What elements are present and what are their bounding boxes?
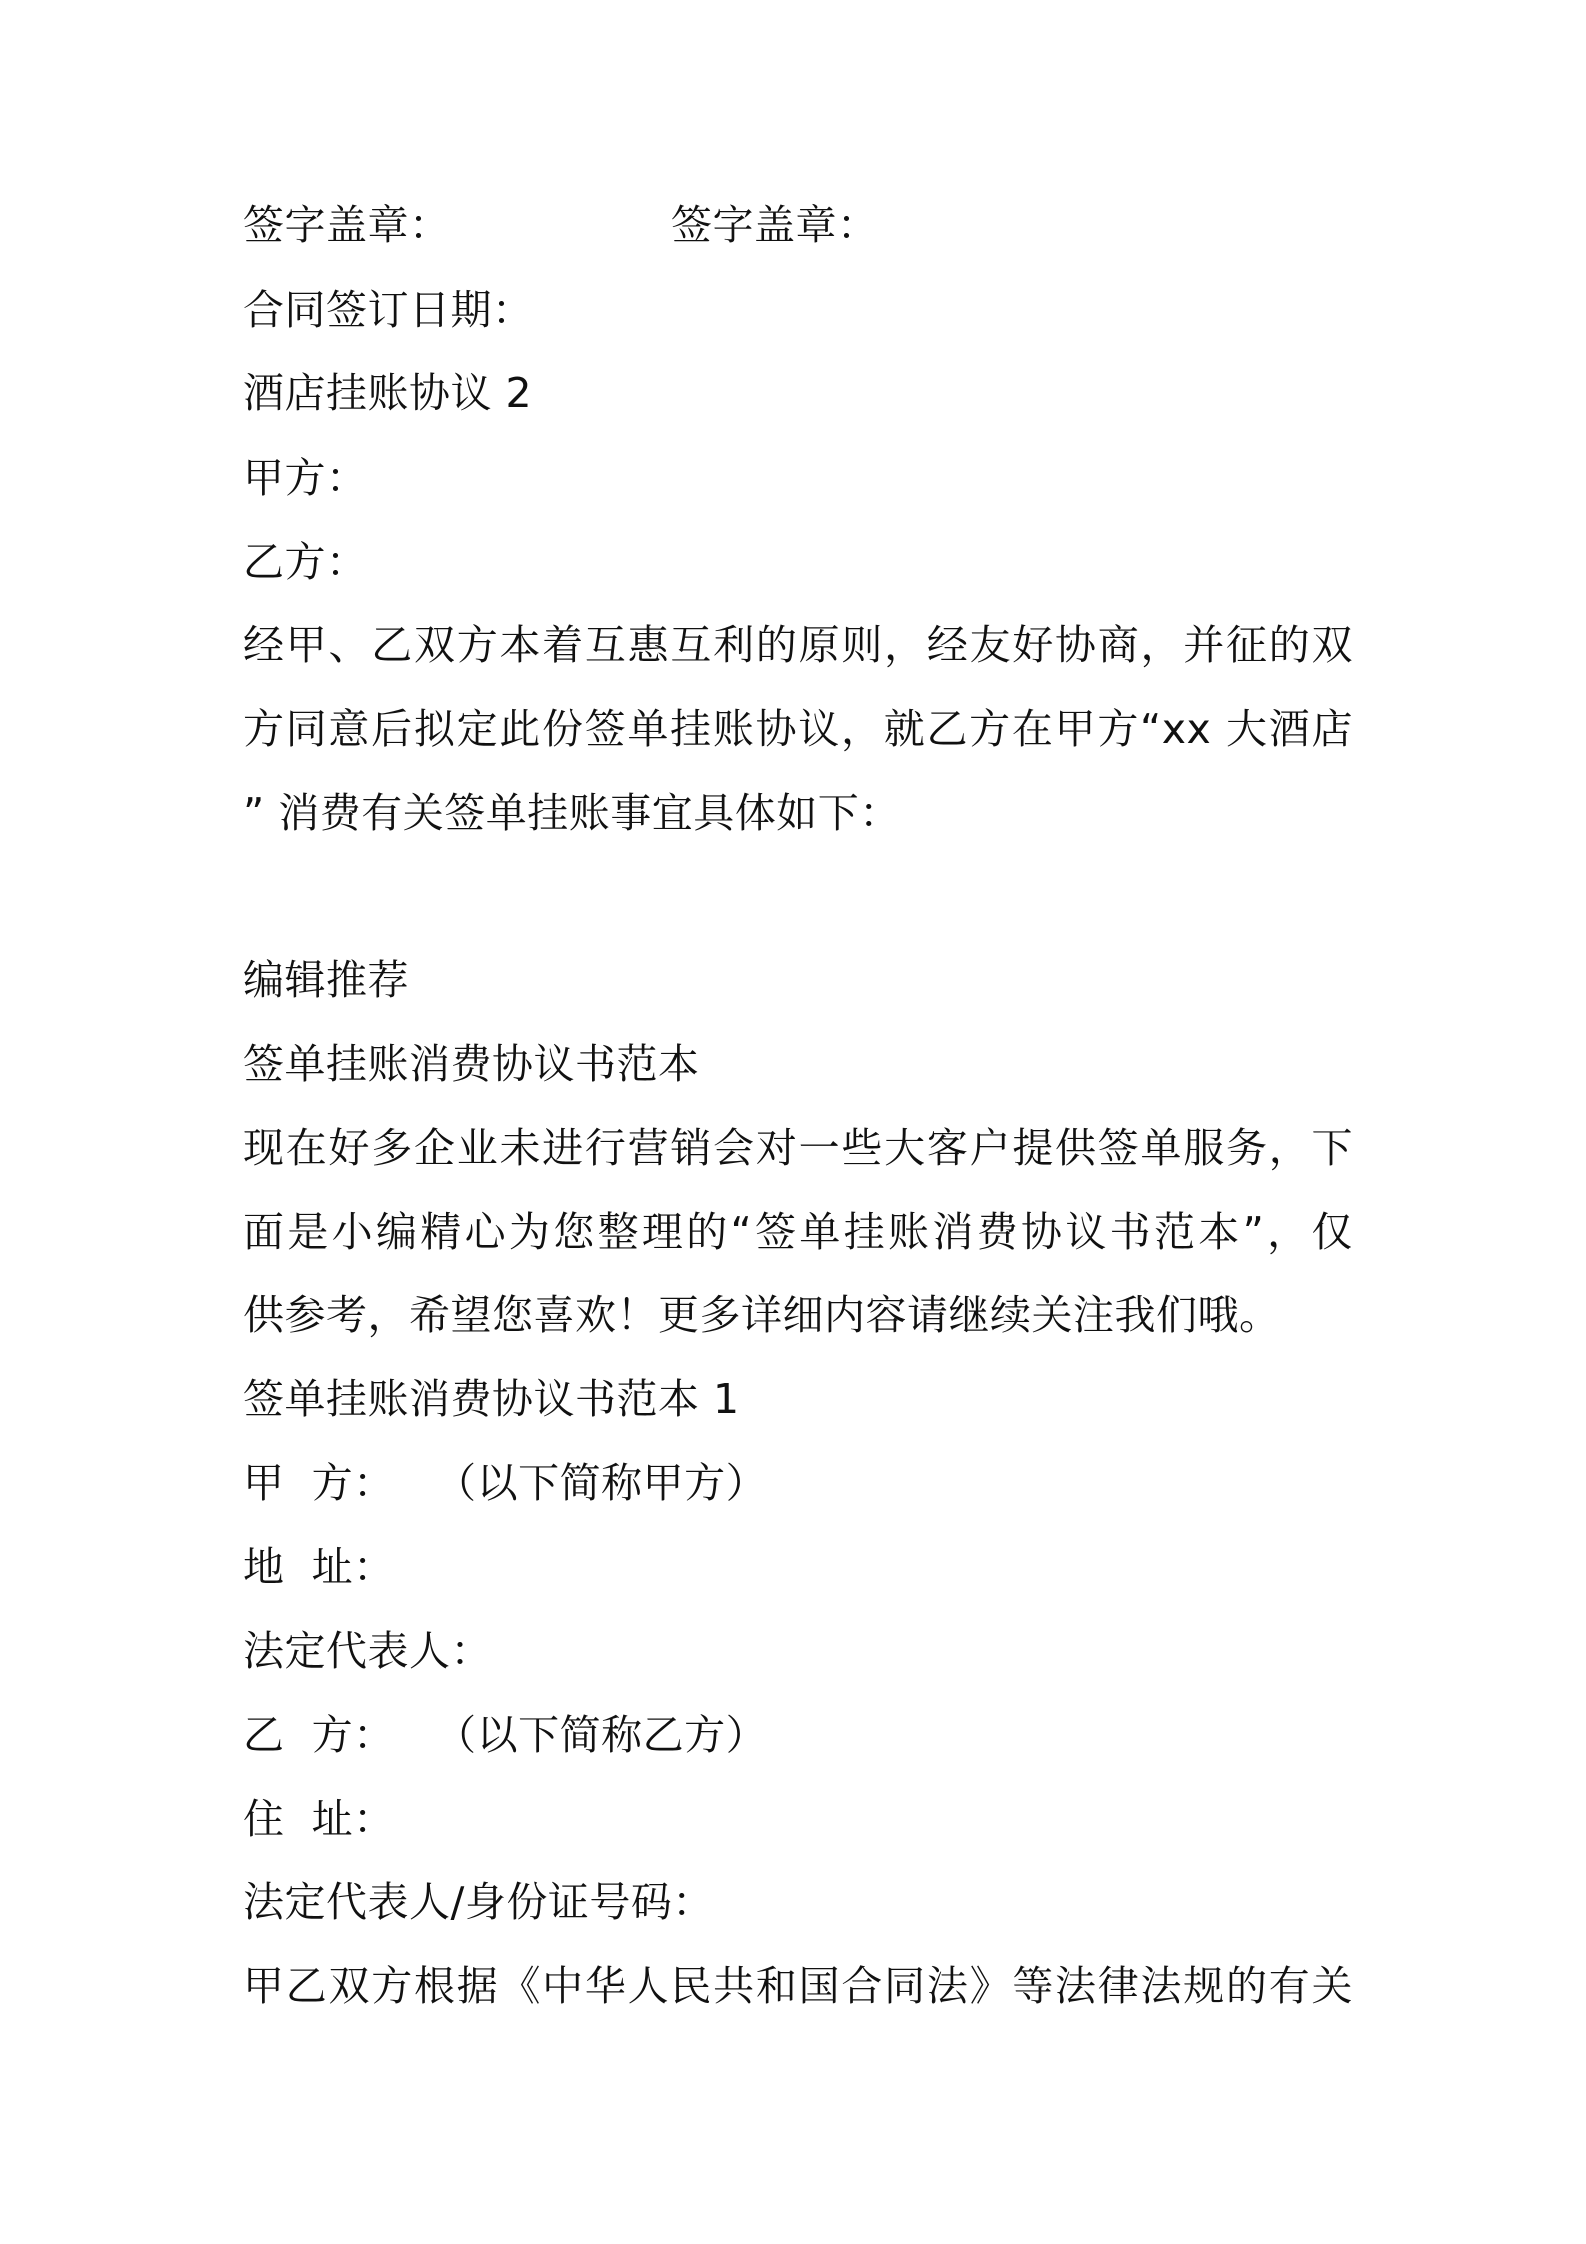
template1-legal-rep: 法定代表人：	[243, 1627, 492, 1675]
template1-clause-start: 甲乙双方根据《中华人民共和国合同法》等法律法规的有关	[243, 1962, 1353, 2010]
template1-legal-rep-id: 法定代表人/身份证号码：	[243, 1878, 714, 1926]
signature-row	[243, 200, 879, 250]
editor-pick-article-title: 签单挂账消费协议书范本	[243, 1040, 700, 1088]
agreement2-intro-line-3: ” 消费有关签单挂账事宜具体如下：	[243, 789, 901, 837]
signature-label-left: 签字盖章：	[243, 201, 451, 249]
agreement2-intro-line-1: 经甲、乙双方本着互惠互利的原则，经友好协商，并征的双	[243, 621, 1353, 669]
template1-party-b: 乙 方： （以下简称乙方）	[243, 1711, 768, 1759]
template1-address: 地 址：	[243, 1543, 395, 1591]
agreement2-intro-line-2: 方同意后拟定此份签单挂账协议，就乙方在甲方“xx 大酒店	[243, 705, 1353, 753]
editor-pick-intro-line-2: 面是小编精心为您整理的“签单挂账消费协议书范本”，仅	[243, 1208, 1353, 1256]
template1-party-a: 甲 方： （以下简称甲方）	[243, 1459, 768, 1507]
editor-pick-intro-line-1: 现在好多企业未进行营销会对一些大客户提供签单服务，下	[243, 1124, 1353, 1172]
editor-pick-intro-line-3: 供参考，希望您喜欢！更多详细内容请继续关注我们哦。	[243, 1291, 1281, 1339]
contract-date-label: 合同签订日期：	[243, 286, 534, 334]
template1-residence: 住 址：	[243, 1795, 395, 1843]
editor-pick-heading: 编辑推荐	[243, 956, 409, 1004]
agreement2-title: 酒店挂账协议 2	[243, 369, 533, 417]
agreement2-party-b: 乙方：	[243, 538, 368, 586]
signature-label-right: 签字盖章：	[671, 201, 879, 249]
agreement2-party-a: 甲方：	[243, 454, 368, 502]
template1-title: 签单挂账消费协议书范本 1	[243, 1375, 740, 1423]
